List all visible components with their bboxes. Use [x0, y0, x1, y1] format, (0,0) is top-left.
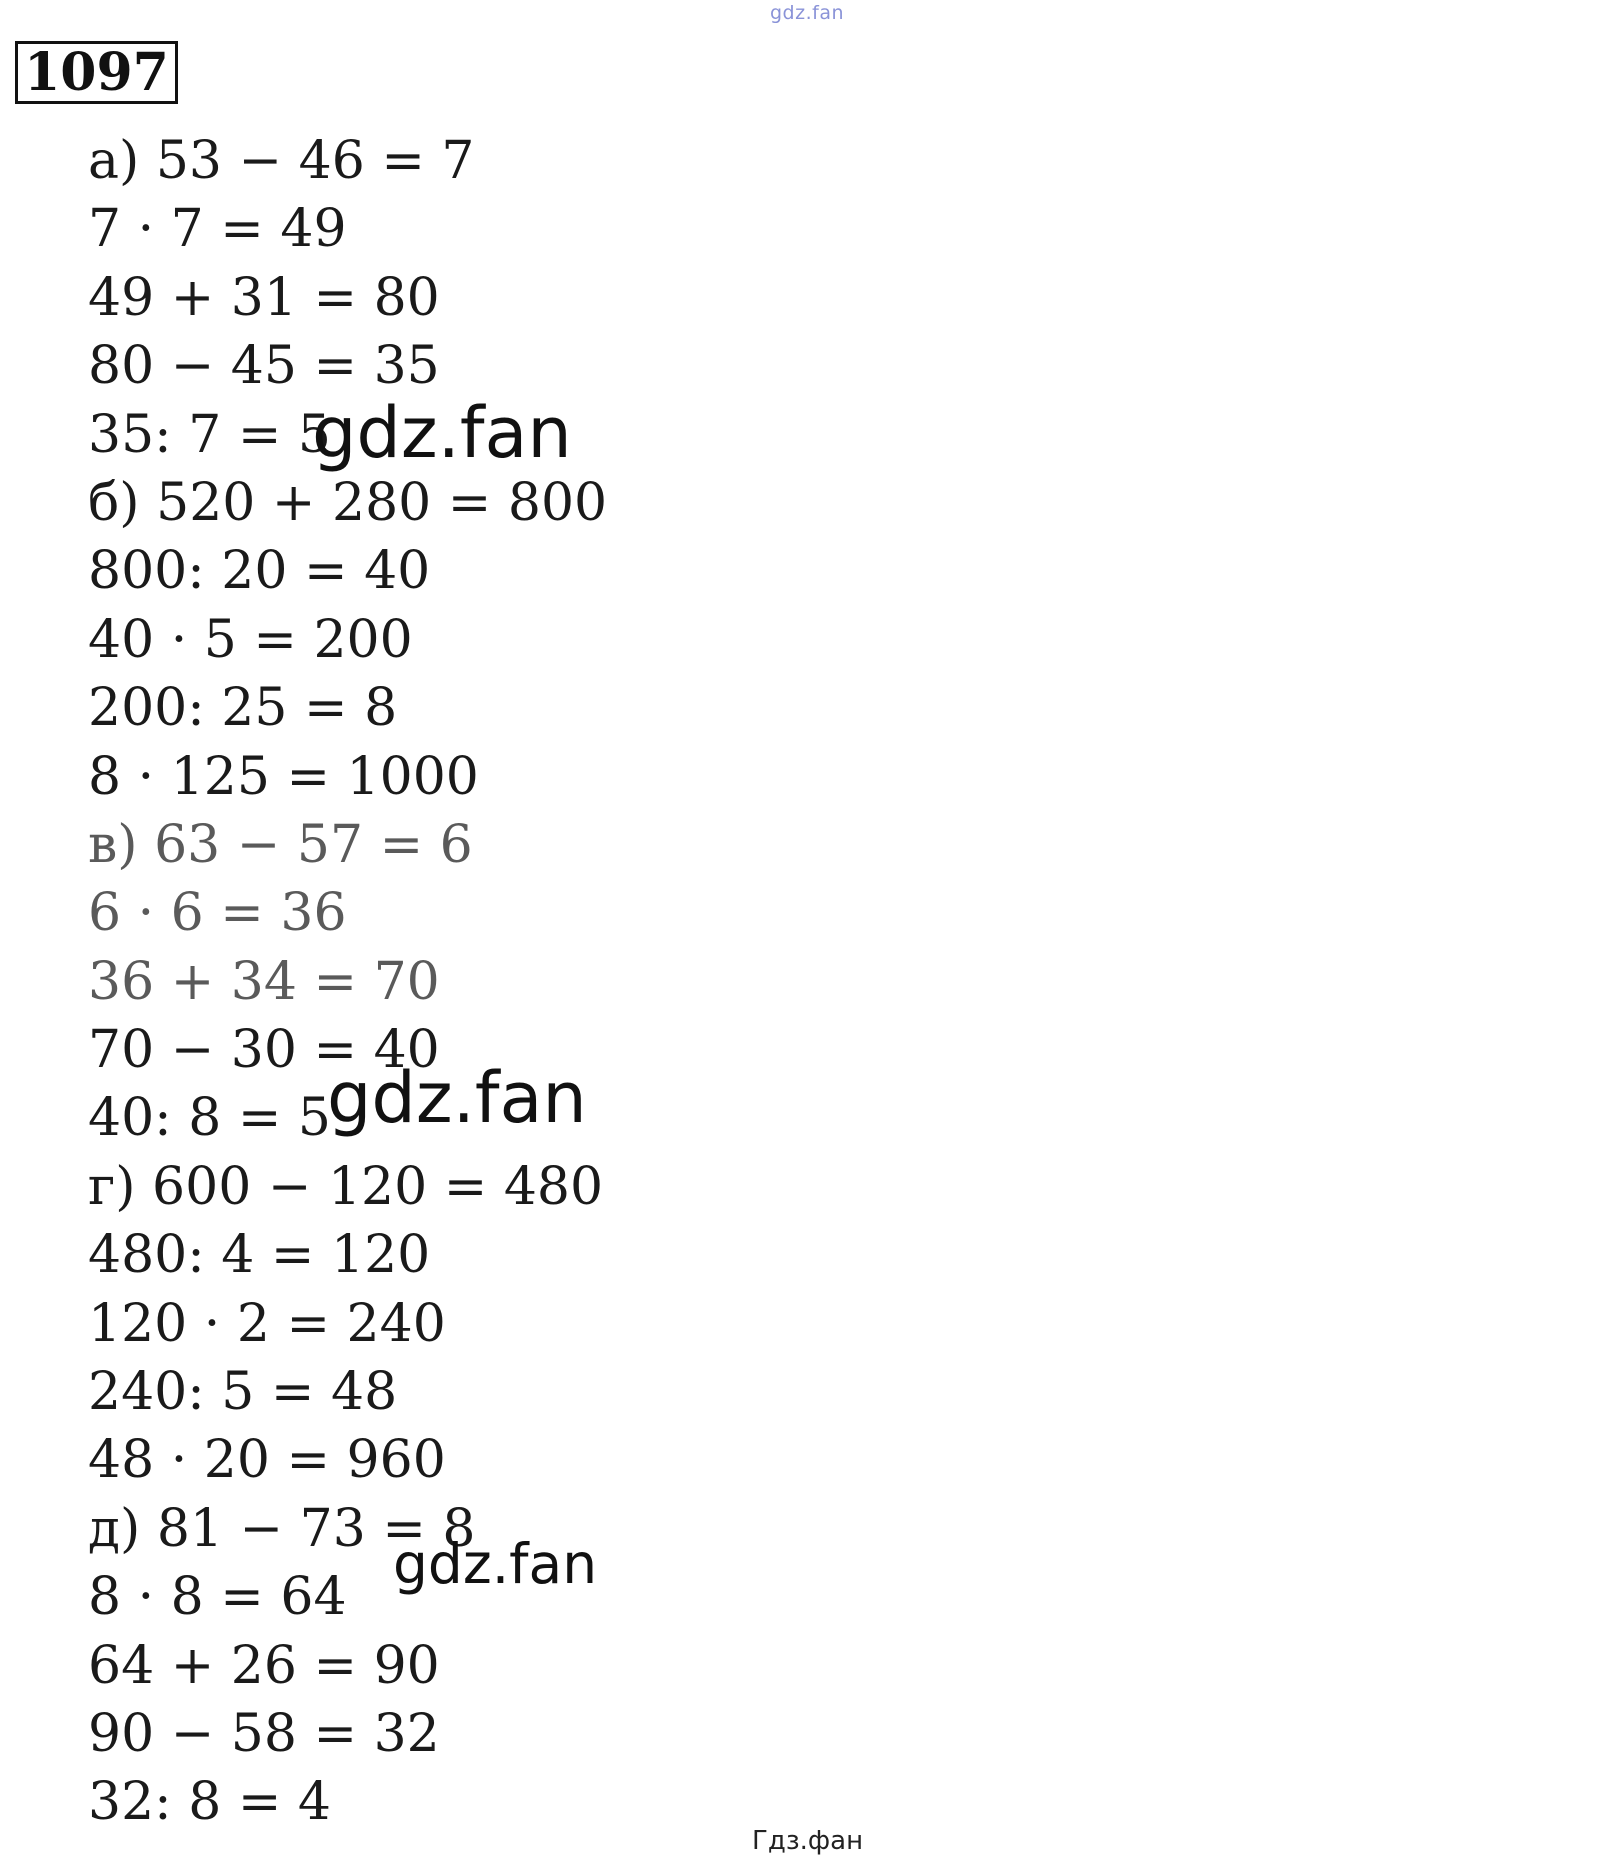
solution-line: 49 + 31 = 80: [88, 267, 440, 328]
solution-line: 40 · 5 = 200: [88, 609, 413, 670]
solution-line: 36 + 34 = 70: [88, 951, 440, 1012]
solution-line: 64 + 26 = 90: [88, 1635, 440, 1696]
solution-line: г) 600 − 120 = 480: [88, 1156, 604, 1217]
problem-number-box: 1097: [15, 41, 178, 104]
solution-line: 48 · 20 = 960: [88, 1430, 446, 1491]
watermark: gdz.fan: [393, 1532, 598, 1596]
solution-line: 8 · 125 = 1000: [88, 746, 479, 807]
solution-line: а) 53 − 46 = 7: [88, 131, 475, 191]
solution-line: 6 · 6 = 36: [88, 883, 347, 944]
solution-line: 200: 25 = 8: [88, 678, 398, 739]
solution-line: 8 · 8 = 64: [88, 1567, 347, 1628]
solution-line: 90 − 58 = 32: [88, 1703, 440, 1764]
solution-line: б) 520 + 280 = 800: [88, 472, 608, 533]
footer-text: Гдз.фан: [752, 1826, 864, 1856]
solution-line: д) 81 − 73 = 8: [88, 1498, 476, 1559]
solution-line: 35: 7 = 5: [88, 404, 332, 465]
watermark: gdz.fan: [327, 1057, 587, 1139]
solution-line: 80 − 45 = 35: [88, 336, 440, 397]
solution-line: 70 − 30 = 40: [88, 1020, 440, 1081]
watermark: gdz.fan: [312, 392, 572, 474]
solution-line: в) 63 − 57 = 6: [88, 814, 473, 875]
solution-line: 480: 4 = 120: [88, 1225, 431, 1286]
solution-line: 120 · 2 = 240: [88, 1293, 446, 1354]
solution-line: 32: 8 = 4: [88, 1772, 332, 1833]
site-watermark-top: gdz.fan: [770, 2, 845, 24]
solution-line: 800: 20 = 40: [88, 541, 431, 602]
solution-line: 40: 8 = 5: [88, 1088, 332, 1149]
solution-line: 7 · 7 = 49: [88, 199, 347, 260]
solution-line: 240: 5 = 48: [88, 1362, 398, 1423]
